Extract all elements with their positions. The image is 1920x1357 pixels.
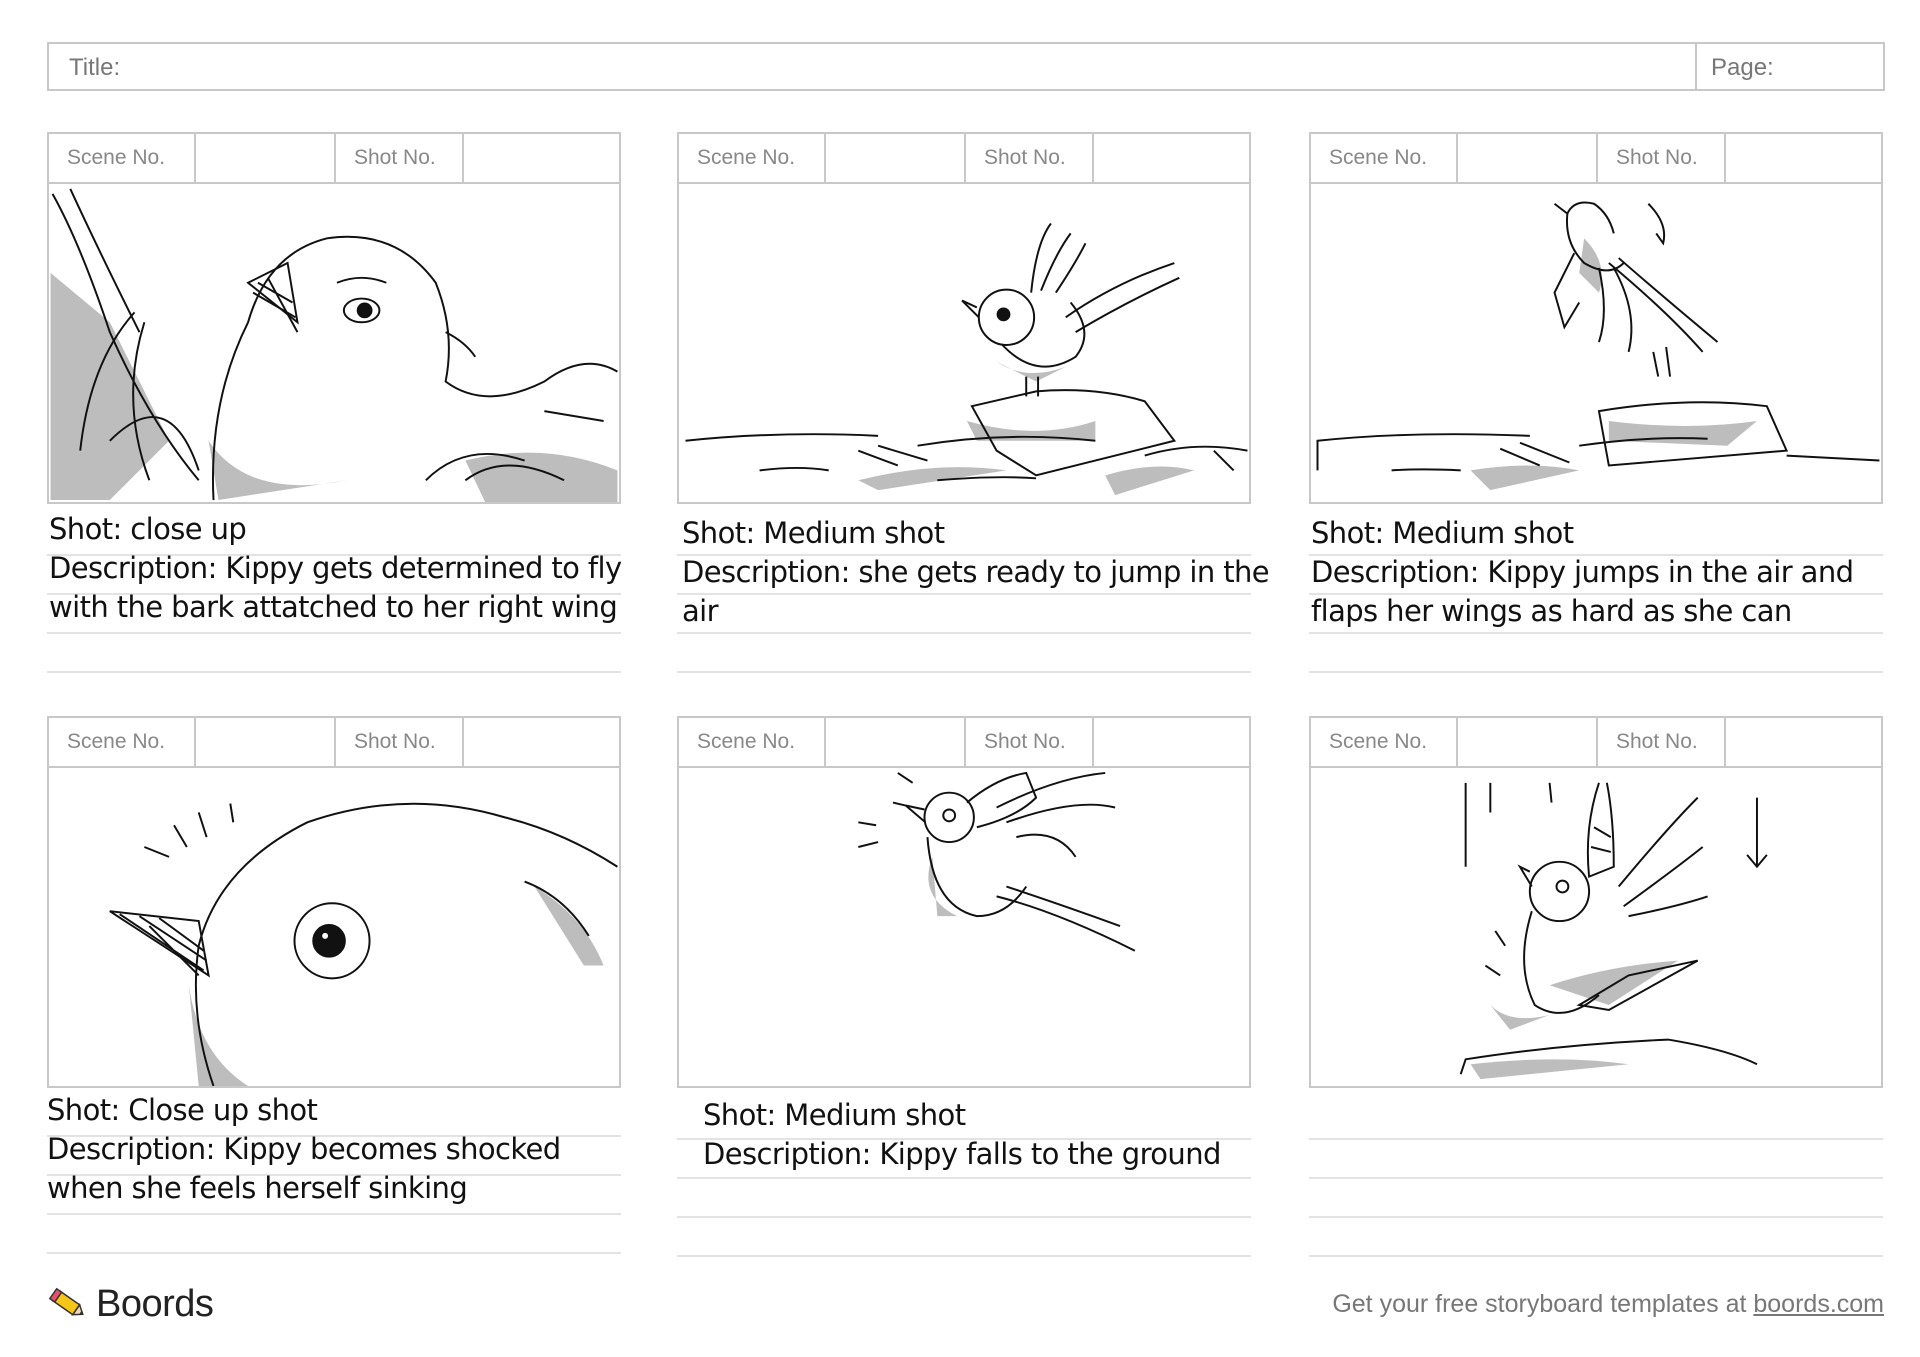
shot-no-label: Shot No. [1598,718,1726,766]
scene-no-label: Scene No. [49,718,196,766]
page-label: Page: [1711,54,1774,81]
scene-no-field [1458,718,1598,766]
storyboard-panel-1 [47,132,621,664]
sketch-bird-on-rock [679,184,1249,502]
title-bar [47,42,1885,91]
scene-no-field [196,718,336,766]
shot-no-label: Shot No. [966,134,1094,182]
panel-notes [47,1088,621,1248]
note-line-description-cont: air [682,594,718,628]
note-line-description: Description: Kippy jumps in the air and [1311,555,1854,589]
panel-notes [1309,1088,1883,1248]
note-line-shot: Shot: Medium shot [682,516,945,550]
sketch-frame [1309,766,1883,1088]
scene-no-label: Scene No. [1311,134,1458,182]
panel-header [1309,716,1883,766]
scene-no-field [1458,134,1598,182]
sketch-frame [47,766,621,1088]
sketch-frame [47,182,621,504]
panel-header [677,716,1251,766]
sketch-frame [1309,182,1883,504]
sketch-bird-shocked [49,768,619,1086]
sketch-bird-flying [679,768,1249,1086]
note-line-description-cont: with the bark attatched to her right wing [49,590,618,624]
panel-header [1309,132,1883,182]
shot-no-label: Shot No. [336,134,464,182]
shot-no-label: Shot No. [966,718,1094,766]
storyboard-panel-2 [677,132,1270,664]
scene-no-field [826,134,966,182]
brand-name: Boords [96,1282,214,1325]
note-line-description: Description: Kippy becomes shocked [47,1132,561,1166]
storyboard-panel-4 [47,716,621,1248]
panel-notes [1309,504,1883,664]
note-line-description: Description: she gets ready to jump in the [682,555,1270,589]
sketch-bird-falling [1311,768,1881,1086]
note-line-shot: Shot: Medium shot [1311,516,1574,550]
footer-cta-text: Get your free storyboard templates at [1332,1290,1754,1318]
storyboard-panel-3 [1309,132,1883,664]
note-line-shot: Shot: Close up shot [47,1093,318,1127]
storyboard-panel-5 [677,716,1251,1248]
boords-link[interactable]: boords.com [1753,1290,1884,1318]
panel-notes [677,1088,1251,1248]
scene-no-label: Scene No. [49,134,196,182]
sketch-frame [677,766,1251,1088]
sketch-frame [677,182,1251,504]
panel-header [47,716,621,766]
note-line-shot: Shot: Medium shot [703,1098,966,1132]
note-line-description: Description: Kippy gets determined to fly [49,551,622,585]
scene-no-label: Scene No. [1311,718,1458,766]
footer-cta [1332,1290,1884,1319]
panel-notes [677,504,1270,664]
note-line-description-cont: flaps her wings as hard as she can [1311,594,1792,628]
scene-no-label: Scene No. [679,718,826,766]
panel-header [677,132,1251,182]
title-label: Title: [69,54,121,81]
shot-no-label: Shot No. [336,718,464,766]
panel-notes [47,504,621,664]
scene-no-field [196,134,336,182]
scene-no-field [826,718,966,766]
shot-no-label: Shot No. [1598,134,1726,182]
page-cell [1695,44,1883,89]
boords-logo [48,1282,213,1326]
note-line-shot: Shot: close up [49,512,247,546]
note-line-description: Description: Kippy falls to the ground [703,1137,1221,1171]
sketch-bird-closeup-bark [49,184,619,502]
sketch-bird-jumping [1311,184,1881,502]
panel-header [47,132,621,182]
note-line-description-cont: when she feels herself sinking [47,1171,468,1205]
scene-no-label: Scene No. [679,134,826,182]
storyboard-panel-6 [1309,716,1883,1248]
pencil-icon [48,1284,88,1324]
